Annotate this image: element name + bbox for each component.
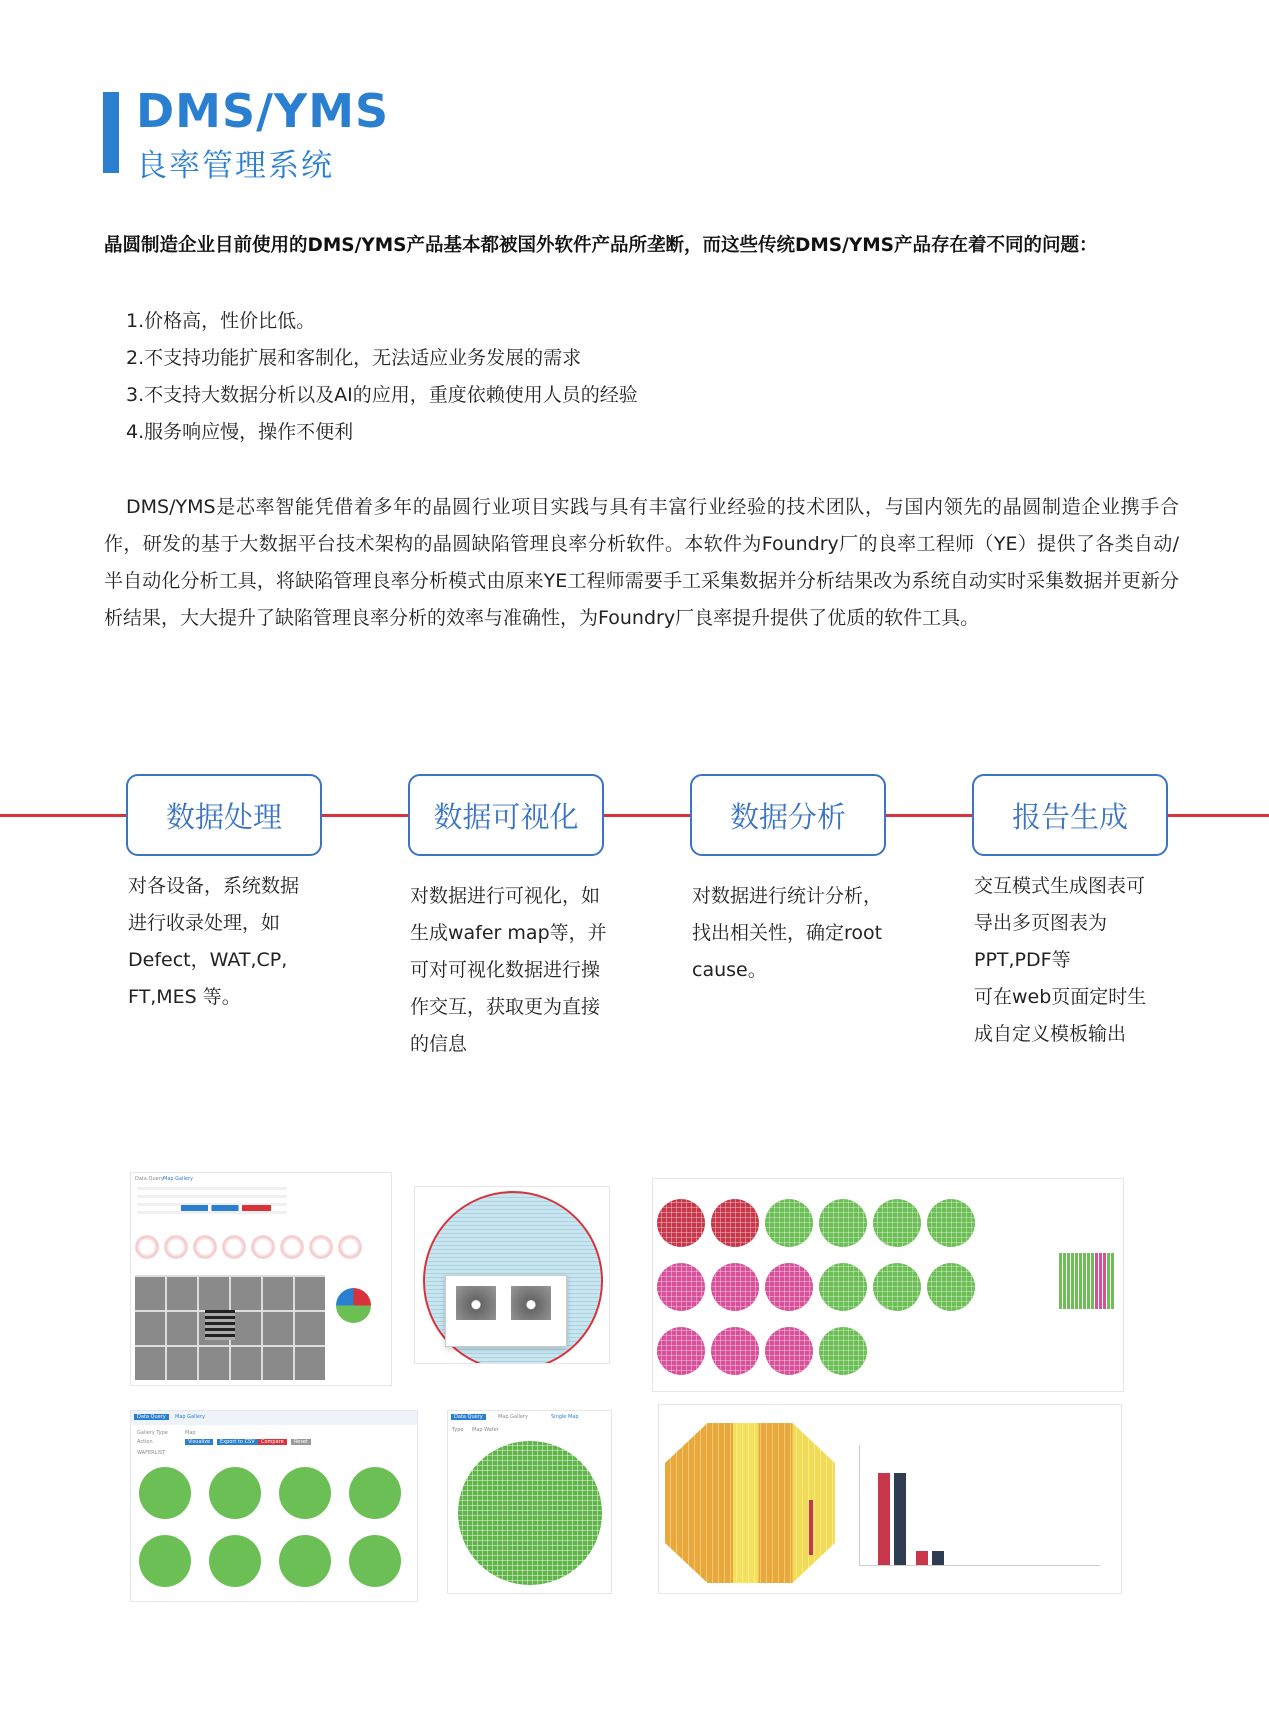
- wafer-thumbnail: [765, 1263, 813, 1311]
- stage-description-line: 生成wafer map等，并: [410, 922, 607, 944]
- defect-popup: [445, 1275, 567, 1347]
- wafer-map: [458, 1441, 602, 1585]
- tab-label: Map Gallery: [163, 1176, 193, 1182]
- wafer-thumbnail: [657, 1263, 705, 1311]
- stage-data-analysis: 数据分析: [690, 774, 886, 856]
- stage-description-line: 交互模式生成图表可: [974, 875, 1146, 897]
- intro-text: 晶圆制造企业目前使用的DMS/YMS产品基本都被国外软件产品所垄断，而这些传统DMS/YMS产品存在着不同的问题：: [104, 235, 1098, 256]
- chart-bar: [1063, 1253, 1066, 1309]
- action-buttons: [181, 1205, 271, 1211]
- problem-list: [126, 303, 638, 451]
- stage-description-line: Defect，WAT,CP,: [128, 949, 288, 971]
- field-label: Gallery Type: [137, 1430, 168, 1436]
- wafer-thumbnail: [139, 1467, 191, 1519]
- stage-description-line: 可对可视化数据进行操: [410, 959, 601, 981]
- chart-bar: [1079, 1253, 1082, 1309]
- chart-bar: [1091, 1253, 1094, 1309]
- tab-label: Data Query: [134, 1414, 169, 1420]
- stage-report-generation: 报告生成: [972, 774, 1168, 856]
- stage-description-line: 对数据进行可视化，如: [410, 885, 601, 907]
- wafer-thumbnail: [349, 1467, 401, 1519]
- wafer-thumbnail: [349, 1535, 401, 1587]
- problem-item: 2.不支持功能扩展和客制化，无法适应业务发展的需求: [126, 347, 582, 369]
- stage-data-visualization: 数据可视化: [408, 774, 604, 856]
- compare-button[interactable]: Compare: [258, 1439, 287, 1445]
- defect-image: [456, 1286, 496, 1320]
- sem-image-grid: [135, 1275, 325, 1380]
- stage-description-line: 导出多页图表为: [974, 912, 1108, 934]
- wafer-thumbnail: [657, 1327, 705, 1375]
- wafer-thumbnail: [280, 1235, 304, 1259]
- wafer-thumbnail: [711, 1199, 759, 1247]
- tab-label: Single Map: [551, 1414, 579, 1420]
- tab-label: Map Gallery: [498, 1414, 528, 1420]
- tab-label: Data Query: [451, 1414, 486, 1420]
- title-accent-bar: [103, 92, 119, 173]
- chart-bar: [1107, 1253, 1110, 1309]
- field-value: Map Wafer: [472, 1427, 499, 1433]
- stage-description-line: 对数据进行统计分析，: [692, 885, 883, 907]
- screenshot-yield-analysis: [658, 1404, 1122, 1594]
- wafer-thumbnail: [765, 1199, 813, 1247]
- wafer-thumbnail: [193, 1235, 217, 1259]
- reset-button[interactable]: Reset: [291, 1439, 311, 1445]
- wafer-thumbnail: [338, 1235, 362, 1259]
- wafer-thumbnail: [209, 1535, 261, 1587]
- screenshot-wafer-defects: [414, 1186, 610, 1364]
- visualize-button[interactable]: Visualize: [185, 1439, 213, 1445]
- wafer-thumbnail: [711, 1263, 759, 1311]
- wafer-thumbnail: [873, 1263, 921, 1311]
- chart-bar: [1087, 1253, 1090, 1309]
- defect-image: [511, 1286, 551, 1320]
- filter-panel: [137, 1187, 287, 1217]
- wafer-thumbnail: [927, 1263, 975, 1311]
- problem-item: 4.服务响应慢，操作不便利: [126, 421, 354, 443]
- chart-bar: [1111, 1253, 1114, 1309]
- stage-description: [128, 868, 299, 1016]
- chart-bar: [1067, 1253, 1070, 1309]
- wafer-thumbnail: [819, 1327, 867, 1375]
- chart-bar: [1075, 1253, 1078, 1309]
- bin-bar-chart: [1059, 1249, 1119, 1309]
- export-csv-button[interactable]: Export to CSV: [217, 1439, 258, 1445]
- stage-data-processing: 数据处理: [126, 774, 322, 856]
- wafer-thumbnail: [164, 1235, 188, 1259]
- screenshot-map-gallery: [130, 1172, 392, 1386]
- field-label: Action: [137, 1439, 153, 1445]
- wafer-thumbnail: [209, 1467, 261, 1519]
- description-paragraph: DMS/YMS是芯率智能凭借着多年的晶圆行业项目实践与具有丰富行业经验的技术团队，与国内领先的晶圆制造企业携手合作，研发的基于大数据平台技术架构的晶圆缺陷管理良率分析软件。本软件为Foundry厂的良率工程师（YE）提供了各类自动/半自动化分析工具，将缺陷管理良率分析模式由原来YE工程师需要手工采集数据并分析结果改为系统自动实时采集数据并更新分析结果，大大提升了缺陷管理良率分析的效率与准确性，为Foundry厂良率提升提供了优质的软件工具。: [104, 496, 1179, 629]
- screenshot-wafer-bin-maps: [652, 1178, 1124, 1392]
- tab-label: Map Gallery: [175, 1414, 205, 1420]
- wafer-thumbnail: [657, 1199, 705, 1247]
- stage-description-line: cause。: [692, 959, 767, 981]
- page-title: DMS/YMS: [136, 84, 390, 138]
- screenshot-green-wafer-gallery: [130, 1410, 418, 1602]
- stage-description-line: 找出相关性，确定root: [692, 922, 883, 944]
- section-label: WAFERLIST: [137, 1450, 166, 1456]
- wafer-thumbnail: [309, 1235, 333, 1259]
- stage-description: [974, 868, 1146, 1053]
- stage-description: [692, 878, 882, 989]
- bin-bar-chart: [859, 1445, 1100, 1566]
- chart-bar: [1059, 1253, 1062, 1309]
- wafer-thumbnail: [711, 1327, 759, 1375]
- page-subtitle: 良率管理系统: [136, 148, 334, 184]
- chart-bar: [1099, 1253, 1102, 1309]
- stage-description-line: 可在web页面定时生: [974, 986, 1147, 1008]
- stage-description-line: 的信息: [410, 1033, 468, 1055]
- stage-description-line: 作交互，获取更为直接: [410, 996, 601, 1018]
- stage-description-line: 成自定义模板输出: [974, 1023, 1127, 1045]
- stage-description: [410, 878, 607, 1063]
- tab-label: Data Query: [135, 1176, 164, 1182]
- defect-column: [809, 1500, 813, 1555]
- wafer-thumbnail: [765, 1327, 813, 1375]
- wafer-thumbnail: [222, 1235, 246, 1259]
- chart-bar: [1071, 1253, 1074, 1309]
- chart-bar: [1083, 1253, 1086, 1309]
- field-value: Map: [185, 1430, 196, 1436]
- wafer-thumbnail: [873, 1199, 921, 1247]
- stage-description-line: 进行收录处理，如: [128, 912, 281, 934]
- stage-description-line: PPT,PDF等: [974, 949, 1071, 971]
- wafer-thumbnail: [279, 1467, 331, 1519]
- wafer-thumbnail: [927, 1199, 975, 1247]
- wafer-thumbnail: [819, 1263, 867, 1311]
- chart-bar: [1095, 1253, 1098, 1309]
- field-label: Type: [452, 1427, 464, 1433]
- screenshot-single-wafer-map: [447, 1410, 612, 1594]
- chart-bar: [1103, 1253, 1106, 1309]
- problem-item: 1.价格高，性价比低。: [126, 310, 316, 332]
- stage-description-line: 对各设备，系统数据: [128, 875, 300, 897]
- problem-item: 3.不支持大数据分析以及AI的应用，重度依赖使用人员的经验: [126, 384, 638, 406]
- wafer-thumbnail: [819, 1199, 867, 1247]
- wafer-thumbnail: [135, 1235, 159, 1259]
- wafer-thumbnail: [251, 1235, 275, 1259]
- stage-description-line: FT,MES 等。: [128, 986, 241, 1008]
- wafer-thumbnail: [139, 1535, 191, 1587]
- pie-chart: [336, 1288, 371, 1323]
- wafer-thumbnail: [279, 1535, 331, 1587]
